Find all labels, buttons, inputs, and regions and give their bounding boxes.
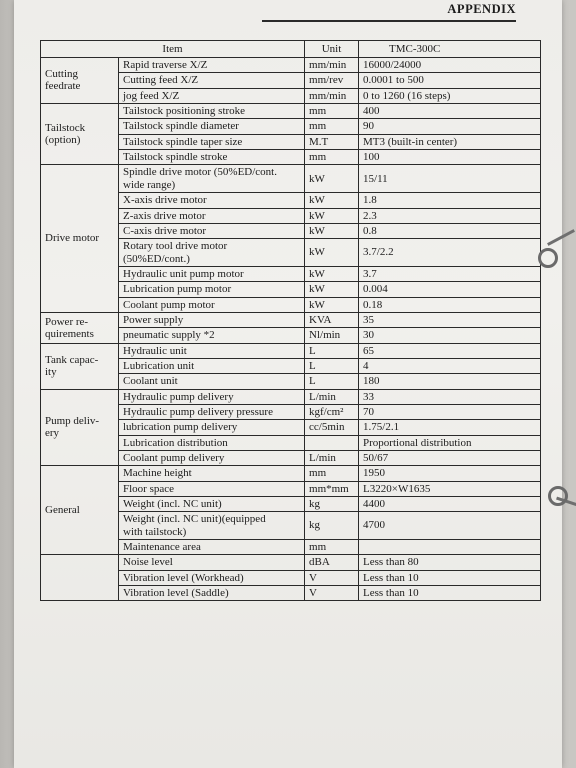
- value-cell: 30: [359, 328, 541, 343]
- table-row: [41, 103, 541, 118]
- unit-cell: mm: [305, 149, 359, 164]
- item-cell: Weight (incl. NC unit): [119, 496, 305, 511]
- value-cell: Less than 80: [359, 555, 541, 570]
- category-cell: [41, 555, 119, 601]
- unit-cell: kW: [305, 239, 359, 267]
- value-cell: 1950: [359, 466, 541, 481]
- unit-cell: kW: [305, 208, 359, 223]
- unit-cell: mm: [305, 119, 359, 134]
- unit-cell: L/min: [305, 450, 359, 465]
- value-cell: [359, 540, 541, 555]
- item-cell: jog feed X/Z: [119, 88, 305, 103]
- unit-cell: M.T: [305, 134, 359, 149]
- category-cell: Power re- quirements: [41, 313, 119, 344]
- unit-cell: L/min: [305, 389, 359, 404]
- item-cell: Coolant pump motor: [119, 297, 305, 312]
- unit-cell: Nl/min: [305, 328, 359, 343]
- unit-cell: kg: [305, 512, 359, 540]
- unit-cell: kW: [305, 223, 359, 238]
- unit-cell: cc/5min: [305, 420, 359, 435]
- item-cell: Maintenance area: [119, 540, 305, 555]
- item-cell: Tailstock spindle taper size: [119, 134, 305, 149]
- value-cell: 1.8: [359, 193, 541, 208]
- header-rule: [262, 20, 516, 22]
- value-cell: 0.0001 to 500: [359, 73, 541, 88]
- item-cell: Cutting feed X/Z: [119, 73, 305, 88]
- header-model: TMC-300C: [359, 41, 541, 58]
- unit-cell: mm: [305, 103, 359, 118]
- value-cell: Less than 10: [359, 586, 541, 601]
- value-cell: 0.004: [359, 282, 541, 297]
- unit-cell: mm/rev: [305, 73, 359, 88]
- item-cell: Tailstock spindle stroke: [119, 149, 305, 164]
- item-cell: Spindle drive motor (50%ED/cont. wide range): [119, 165, 305, 193]
- item-cell: pneumatic supply *2: [119, 328, 305, 343]
- unit-cell: L: [305, 374, 359, 389]
- unit-cell: kW: [305, 267, 359, 282]
- item-cell: Rotary tool drive motor (50%ED/cont.): [119, 239, 305, 267]
- item-cell: lubrication pump delivery: [119, 420, 305, 435]
- item-cell: Floor space: [119, 481, 305, 496]
- table-header-row: [41, 41, 541, 58]
- unit-cell: V: [305, 570, 359, 585]
- item-cell: Rapid traverse X/Z: [119, 58, 305, 73]
- item-cell: Vibration level (Saddle): [119, 586, 305, 601]
- value-cell: Less than 10: [359, 570, 541, 585]
- value-cell: 50/67: [359, 450, 541, 465]
- value-cell: 16000/24000: [359, 58, 541, 73]
- item-cell: C-axis drive motor: [119, 223, 305, 238]
- item-cell: Hydraulic unit: [119, 343, 305, 358]
- unit-cell: kW: [305, 297, 359, 312]
- header-item: Item: [41, 41, 305, 58]
- value-cell: 3.7/2.2: [359, 239, 541, 267]
- item-cell: Tailstock positioning stroke: [119, 103, 305, 118]
- unit-cell: kW: [305, 282, 359, 297]
- item-cell: Hydraulic pump delivery pressure: [119, 404, 305, 419]
- unit-cell: KVA: [305, 313, 359, 328]
- value-cell: 0 to 1260 (16 steps): [359, 88, 541, 103]
- header-unit: Unit: [305, 41, 359, 58]
- item-cell: Lubrication distribution: [119, 435, 305, 450]
- unit-cell: mm: [305, 540, 359, 555]
- table-row: [41, 313, 541, 328]
- unit-cell: dBA: [305, 555, 359, 570]
- value-cell: 1.75/2.1: [359, 420, 541, 435]
- value-cell: L3220×W1635: [359, 481, 541, 496]
- value-cell: 15/11: [359, 165, 541, 193]
- binder-ring: [538, 248, 558, 268]
- value-cell: 3.7: [359, 267, 541, 282]
- value-cell: 35: [359, 313, 541, 328]
- unit-cell: mm*mm: [305, 481, 359, 496]
- item-cell: Noise level: [119, 555, 305, 570]
- value-cell: 90: [359, 119, 541, 134]
- item-cell: Tailstock spindle diameter: [119, 119, 305, 134]
- unit-cell: kW: [305, 165, 359, 193]
- value-cell: 0.18: [359, 297, 541, 312]
- item-cell: Lubrication unit: [119, 359, 305, 374]
- unit-cell: L: [305, 359, 359, 374]
- category-cell: Drive motor: [41, 165, 119, 313]
- spec-table-body: [41, 58, 541, 601]
- value-cell: MT3 (built-in center): [359, 134, 541, 149]
- value-cell: 65: [359, 343, 541, 358]
- unit-cell: [305, 435, 359, 450]
- value-cell: 180: [359, 374, 541, 389]
- value-cell: 33: [359, 389, 541, 404]
- value-cell: 400: [359, 103, 541, 118]
- category-cell: General: [41, 466, 119, 555]
- value-cell: 100: [359, 149, 541, 164]
- item-cell: Hydraulic pump delivery: [119, 389, 305, 404]
- item-cell: Lubrication pump motor: [119, 282, 305, 297]
- unit-cell: kg: [305, 496, 359, 511]
- table-row: [41, 389, 541, 404]
- unit-cell: mm/min: [305, 88, 359, 103]
- unit-cell: kW: [305, 193, 359, 208]
- binder-ring: [548, 486, 568, 506]
- item-cell: Z-axis drive motor: [119, 208, 305, 223]
- value-cell: 2.3: [359, 208, 541, 223]
- category-cell: Cutting feedrate: [41, 58, 119, 104]
- table-row: [41, 555, 541, 570]
- value-cell: 4700: [359, 512, 541, 540]
- item-cell: Hydraulic unit pump motor: [119, 267, 305, 282]
- value-cell: 70: [359, 404, 541, 419]
- item-cell: Power supply: [119, 313, 305, 328]
- unit-cell: mm/min: [305, 58, 359, 73]
- spec-table: [40, 40, 541, 601]
- category-cell: Tailstock (option): [41, 103, 119, 164]
- item-cell: X-axis drive motor: [119, 193, 305, 208]
- unit-cell: mm: [305, 466, 359, 481]
- unit-cell: V: [305, 586, 359, 601]
- value-cell: 4400: [359, 496, 541, 511]
- table-row: [41, 466, 541, 481]
- value-cell: Proportional distribution: [359, 435, 541, 450]
- unit-cell: L: [305, 343, 359, 358]
- value-cell: 0.8: [359, 223, 541, 238]
- item-cell: Coolant pump delivery: [119, 450, 305, 465]
- category-cell: Pump deliv- ery: [41, 389, 119, 466]
- table-row: [41, 343, 541, 358]
- value-cell: 4: [359, 359, 541, 374]
- unit-cell: kgf/cm²: [305, 404, 359, 419]
- category-cell: Tank capac- ity: [41, 343, 119, 389]
- item-cell: Coolant unit: [119, 374, 305, 389]
- item-cell: Weight (incl. NC unit)(equipped with tailstock): [119, 512, 305, 540]
- item-cell: Vibration level (Workhead): [119, 570, 305, 585]
- table-row: [41, 165, 541, 193]
- item-cell: Machine height: [119, 466, 305, 481]
- table-row: [41, 58, 541, 73]
- page-header-title: APPENDIX: [447, 2, 516, 16]
